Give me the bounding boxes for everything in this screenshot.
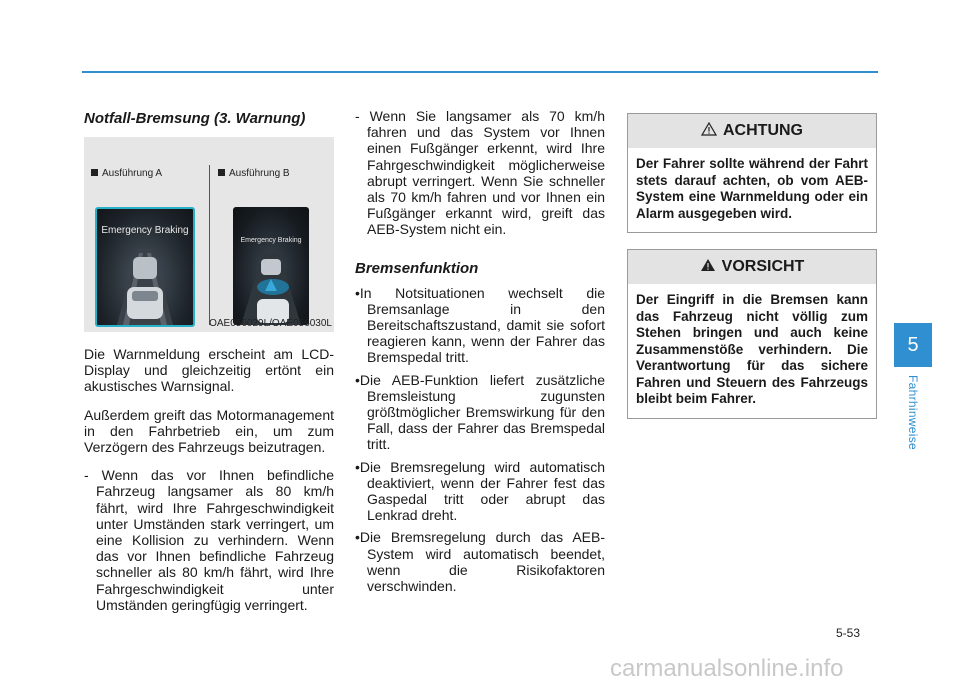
figure-label-a-text: Ausführung A [102,168,163,179]
list-item: • In Notsituationen wechselt die Bremsanlage in den Bereitschaftszustand, damit sie sofort reagieren kann, wenn der Fahrer das Bremspedal tritt. [355,285,605,366]
section-title: Notfall-Bremsung (3. Warnung) [84,110,306,127]
figure-divider [209,165,210,325]
figure [84,137,334,332]
screen-b-message: Emergency Braking [240,237,302,244]
chapter-name [904,375,922,465]
bullet-list [355,285,605,595]
notice-header [628,250,876,284]
chapter-name-text: Fahrhinweise [906,375,920,450]
figure-label-a [91,168,162,179]
paragraph: Die Warnmeldung erscheint am LCD-Display und gleichzeitig ertönt ein akustisches Warnsignal. [84,346,334,395]
notice-text: Der Eingriff in die Bremsen kann das Fahrzeug nicht völlig zum Stehen bringen und auch keine Zusammenstöße verhindern. Die Verantwortung für das sichere Fahren und Steuern des Fahrzeugs bleibt beim Fahrer. [636,292,868,406]
list-item: • Die AEB-Funktion liefert zusätzliche Bremsleistung zugunsten größtmöglicher Bremswirkung für den Fall, dass der Fahrer das Bremspedal tritt. [355,372,605,453]
notice-heading: ACHTUNG [723,122,803,139]
warning-outline-icon [701,122,717,136]
top-rule [82,71,878,73]
list-item: - Wenn Sie langsamer als 70 km/h fahren und das System vor Ihnen einen Fußgänger erkennt, wird Ihre Fahrgeschwindigkeit möglicherweise abrupt verringert. Wenn Sie schneller als 70 km/h fahren und vor Ihnen ein Fußgänger erkannt wird, greift das AEB-System nicht ein. [355,108,605,238]
notice-text: Der Fahrer sollte während der Fahrt stets darauf achten, ob vom AEB-System eine Warnmeldung oder ein Alarm ausgegeben wird. [636,156,868,221]
list-item: • Die Bremsregelung durch das AEB-System wird automatisch beendet, wenn die Risikofaktoren verschwinden. [355,529,605,594]
notice-vorsicht [627,249,877,419]
screen-a-message: Emergency Braking [101,225,189,236]
figure-code: OAE056029L/OAE056030L [209,318,332,329]
list-item: - Wenn das vor Ihnen befindliche Fahrzeug langsamer als 80 km/h fährt, wird Ihre Fahrgeschwindigkeit unter Umständen stark verringert, um eine Kollision zu verhindern. Wenn das vor Ihnen befindliche Fahrzeug schneller als 80 km/h fährt, wird Ihre Fahrgeschwindigkeit unter Umständen geringfügig verringert. [84,467,334,613]
watermark: carmanualsonline.info [610,655,844,682]
warning-filled-icon [700,258,716,272]
notice-header [628,114,876,148]
notice-achtung [627,113,877,233]
column-2 [355,108,605,600]
notice-heading: VORSICHT [721,258,805,275]
page-number: 5-53 [836,626,861,640]
column-1 [84,108,334,619]
dash-list [84,467,334,613]
square-bullet-icon [218,169,225,176]
figure-label-b [218,168,290,179]
cluster-screen-a [95,207,195,327]
subsection-title: Bremsenfunktion [355,259,479,277]
road-car-warning-icon [233,207,309,325]
paragraph: Außerdem greift das Motormanagement in den Fahrbetrieb ein, um zum Verzögern des Fahrzeugs beizutragen. [84,406,334,456]
list-item: • Die Bremsregelung wird automatisch deaktiviert, wenn der Fahrer fest das Gaspedal tritt oder abrupt das Lenkrad dreht. [355,459,605,524]
chapter-tab: 5 [894,323,932,367]
column-3 [627,113,877,435]
road-car-icon [97,209,193,325]
cluster-screen-b [233,207,309,325]
square-bullet-icon [91,169,98,176]
dash-list [355,108,605,238]
figure-label-b-text: Ausführung B [229,168,290,179]
